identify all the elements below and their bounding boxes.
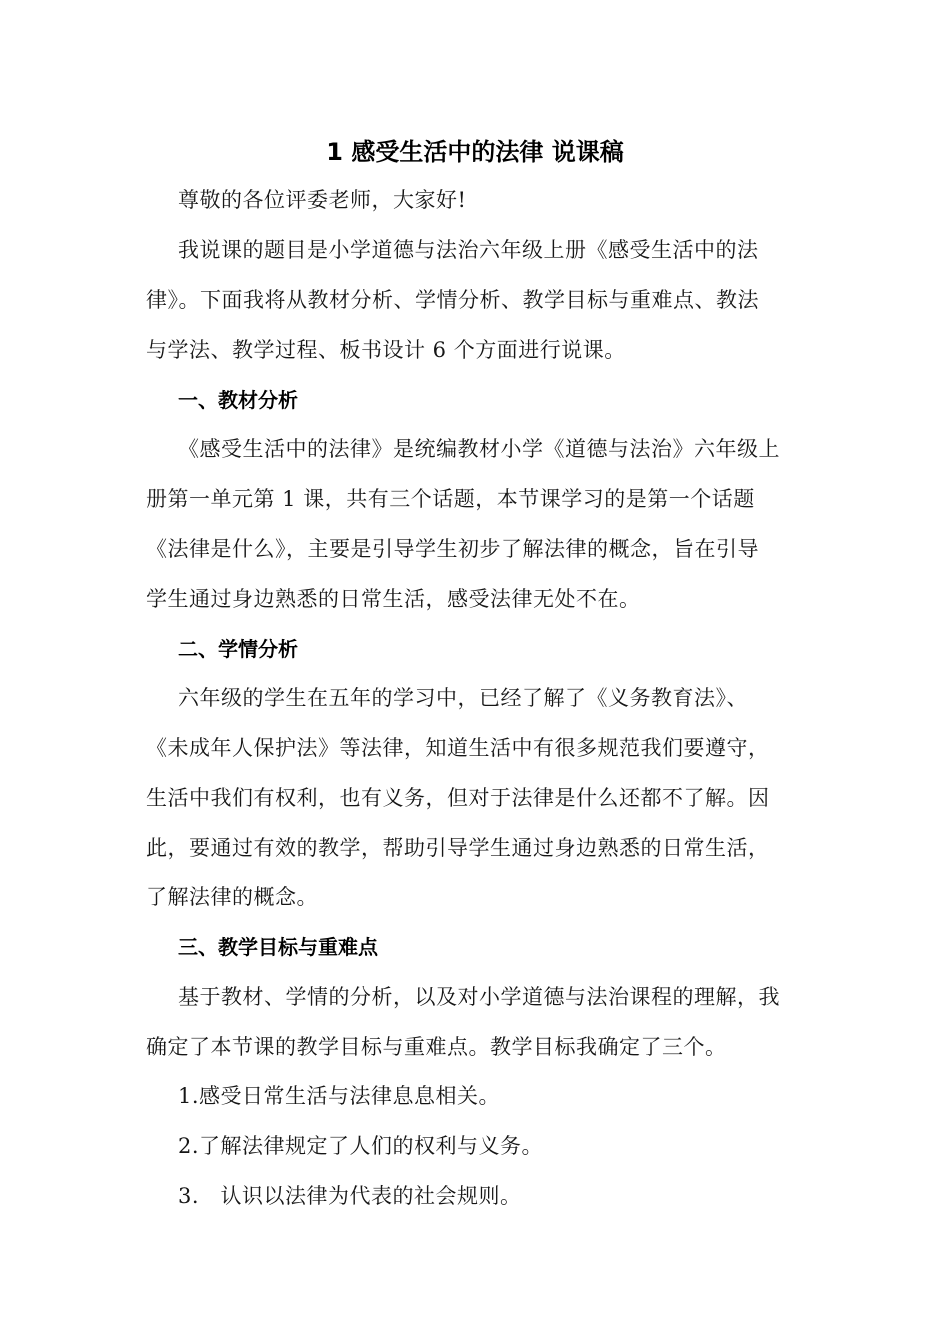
section-heading-teaching-goals: 三、教学目标与重难点 xyxy=(178,935,378,959)
section1-line-2: 册第一单元第 1 课，共有三个话题，本节课学习的是第一个话题 xyxy=(146,487,755,511)
section2-line-2: 《未成年人保护法》等法律，知道生活中有很多规范我们要遵守， xyxy=(146,736,770,760)
intro-line-2: 律》。下面我将从教材分析、学情分析、教学目标与重难点、教法 xyxy=(146,288,759,312)
section1-line-1: 《感受生活中的法律》是统编教材小学《道德与法治》六年级上 xyxy=(178,437,780,461)
section3-line-2: 确定了本节课的教学目标与重难点。教学目标我确定了三个。 xyxy=(146,1035,727,1059)
section-heading-student-analysis: 二、学情分析 xyxy=(178,637,298,661)
document-title: 1 感受生活中的法律 说课稿 xyxy=(326,138,624,166)
section2-line-3: 生活中我们有权利，也有义务，但对于法律是什么还都不了解。因 xyxy=(146,786,770,810)
section1-line-4: 学生通过身边熟悉的日常生活，感受法律无处不在。 xyxy=(146,587,641,611)
goal-item-3: 3. 认识以法律为代表的社会规则。 xyxy=(178,1184,522,1208)
section2-line-5: 了解法律的概念。 xyxy=(146,885,318,909)
section2-line-1: 六年级的学生在五年的学习中，已经了解了《义务教育法》、 xyxy=(178,686,748,710)
goal-item-1: 1.感受日常生活与法律息息相关。 xyxy=(178,1084,501,1108)
greeting: 尊敬的各位评委老师，大家好! xyxy=(178,188,467,212)
section2-line-4: 此，要通过有效的教学，帮助引导学生通过身边熟悉的日常生活， xyxy=(146,836,770,860)
section-heading-textbook-analysis: 一、教材分析 xyxy=(178,388,298,412)
goal-item-2: 2.了解法律规定了人们的权利与义务。 xyxy=(178,1134,544,1158)
intro-line-3: 与学法、教学过程、板书设计 6 个方面进行说课。 xyxy=(146,338,626,362)
intro-line-1: 我说课的题目是小学道德与法治六年级上册《感受生活中的法 xyxy=(178,238,759,262)
section3-line-1: 基于教材、学情的分析，以及对小学道德与法治课程的理解，我 xyxy=(178,985,780,1009)
section1-line-3: 《法律是什么》，主要是引导学生初步了解法律的概念，旨在引导 xyxy=(146,537,759,561)
